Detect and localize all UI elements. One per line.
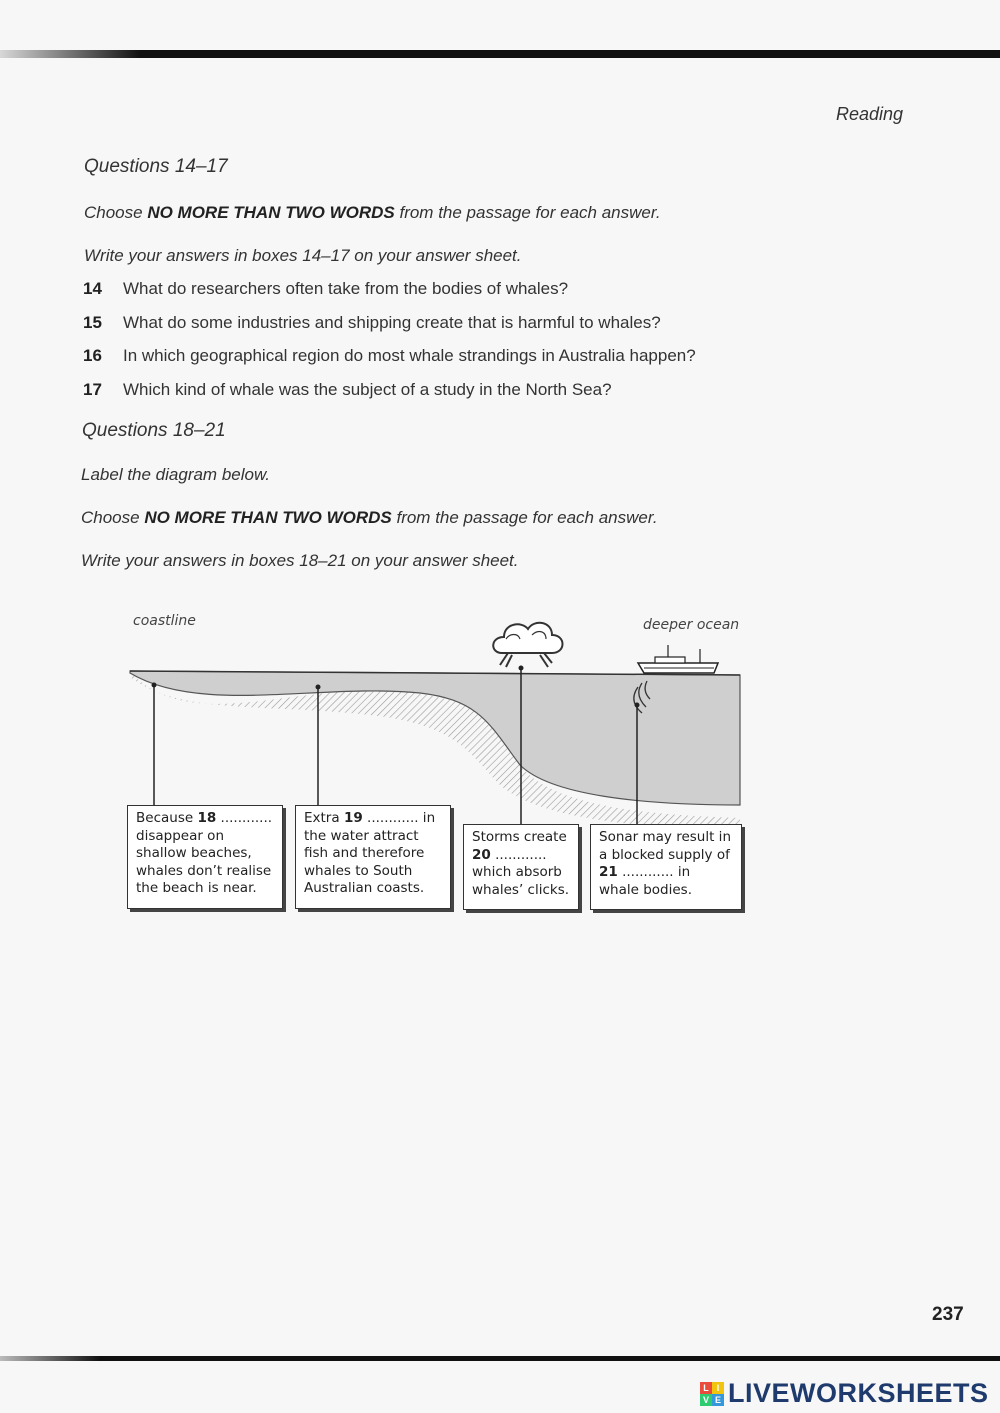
questions-14-17-heading: Questions 14–17 bbox=[84, 156, 228, 177]
answer-blank-19[interactable]: ............ in bbox=[362, 810, 436, 826]
storm-cloud-icon bbox=[493, 623, 562, 667]
question-number: 17 bbox=[83, 380, 102, 399]
answer-blank-21[interactable]: ............ bbox=[617, 864, 674, 880]
water-body bbox=[130, 671, 740, 805]
label-box-18: Because 18 ............ disappear on shallow beaches, whales don’t realise the beach is near. bbox=[127, 805, 283, 909]
liveworksheets-brand[interactable] bbox=[700, 1378, 989, 1409]
answer-blank-18[interactable]: ............ bbox=[216, 810, 273, 826]
coastline-label: coastline bbox=[133, 613, 196, 629]
bottom-rule bbox=[0, 1356, 1000, 1361]
liveworksheets-logo-icon: L I V E bbox=[700, 1382, 724, 1406]
question-text: Which kind of whale was the subject of a study in the North Sea? bbox=[123, 380, 612, 399]
instruction-choose-words-2: Choose NO MORE THAN TWO WORDS from the passage for each answer. bbox=[81, 508, 658, 527]
instruction-choose-words-1: Choose NO MORE THAN TWO WORDS from the passage for each answer. bbox=[84, 203, 661, 222]
ship-icon bbox=[638, 645, 718, 673]
label-box-21: Sonar may result in a blocked supply of 21 ............ in whale bodies. bbox=[590, 824, 742, 910]
answer-blank-20[interactable]: ............ bbox=[490, 846, 547, 863]
question-number: 16 bbox=[83, 346, 102, 365]
instruction-write-answers-1: Write your answers in boxes 14–17 on your answer sheet. bbox=[84, 246, 522, 265]
brand-text: LIVEWORKSHEETS bbox=[728, 1378, 989, 1408]
label-box-20: Storms create 20 ............ which absorb whales’ clicks. bbox=[463, 824, 579, 910]
answer-number: 18 bbox=[197, 810, 217, 826]
question-14 bbox=[83, 279, 568, 299]
deeper-ocean-label: deeper ocean bbox=[643, 617, 740, 633]
answer-number: 19 bbox=[343, 810, 363, 826]
question-15 bbox=[83, 313, 661, 333]
section-header: Reading bbox=[836, 104, 904, 124]
top-rule bbox=[0, 50, 1000, 58]
page-number: 237 bbox=[932, 1304, 964, 1325]
label-box-19: Extra 19 ............ in the water attract fish and therefore whales to South Australian coasts. bbox=[295, 805, 451, 909]
answer-number: 21 bbox=[599, 864, 618, 880]
instruction-write-answers-2: Write your answers in boxes 18–21 on your answer sheet. bbox=[81, 551, 519, 570]
question-17 bbox=[83, 380, 612, 400]
question-text: What do researchers often take from the bodies of whales? bbox=[123, 279, 569, 298]
answer-number: 20 bbox=[472, 846, 491, 863]
question-text: What do some industries and shipping create that is harmful to whales? bbox=[123, 313, 661, 332]
instruction-label-diagram: Label the diagram below. bbox=[81, 465, 271, 484]
ocean-floor-diagram bbox=[120, 605, 760, 925]
question-text: In which geographical region do most whale strandings in Australia happen? bbox=[123, 346, 696, 365]
question-number: 14 bbox=[83, 279, 102, 298]
question-16 bbox=[83, 346, 696, 366]
questions-18-21-heading: Questions 18–21 bbox=[82, 420, 226, 441]
question-number: 15 bbox=[83, 313, 102, 332]
